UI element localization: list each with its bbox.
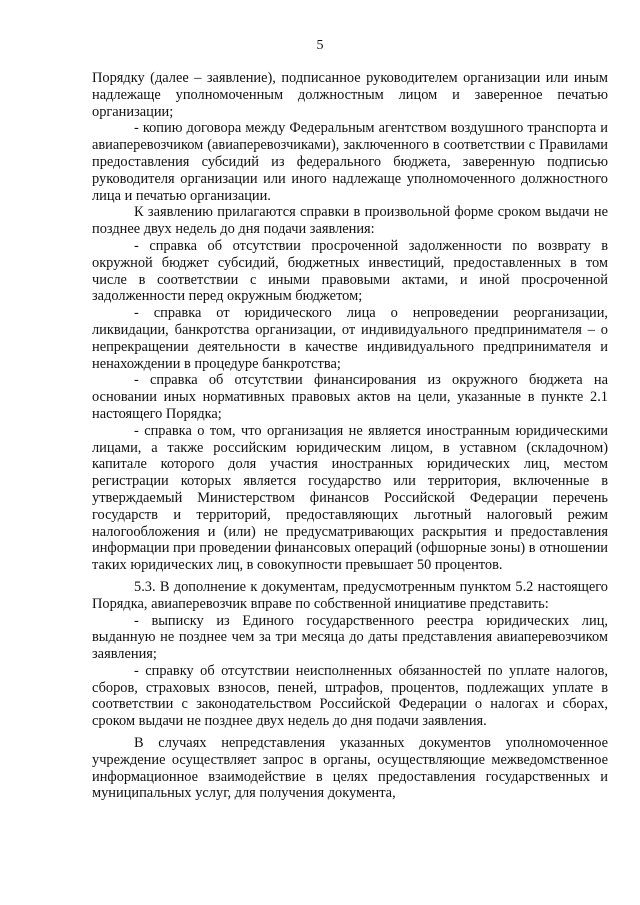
paragraph: - справку об отсутствии неисполненных обязанностей по уплате налогов, сборов, страховых взносов, пеней, штрафов, процентов, подлежащих уплате в соответствии с законодательством Российской Федерации о налогах и сборах, сроком выдачи не позднее двух недель до дня подачи заявления. <box>92 662 608 730</box>
paragraph: Порядку (далее – заявление), подписанное руководителем организации или иным надлежаще уполномоченным должностным лицом и заверенное печатью организации; <box>92 70 608 120</box>
paragraph: - справка об отсутствии просроченной задолженности по возврату в окружной бюджет субсидий, бюджетных инвестиций, предоставленных в том числе в соответствии с иными правовыми актами, и иной просроченной задолженности перед окружным бюджетом; <box>92 237 608 305</box>
paragraph: - выписку из Единого государственного реестра юридических лиц, выданную не позднее чем за три месяца до даты представления авиаперевозчиком заявления; <box>92 612 608 663</box>
paragraph: 5.3. В дополнение к документам, предусмотренным пунктом 5.2 настоящего Порядка, авиаперевозчик вправе по собственной инициативе представить: <box>92 578 608 612</box>
paragraph: В случаях непредставления указанных документов уполномоченное учреждение осуществляет запрос в органы, осуществляющие межведомственное информационное взаимодействие в целях предоставления государственных и муниципальных услуг, для получения документа, <box>92 735 608 802</box>
page-number: 5 <box>316 38 324 53</box>
paragraph: - справка об отсутствии финансирования из окружного бюджета на основании иных нормативных правовых актов на цели, указанные в пункте 2.1 настоящего Порядка; <box>92 372 608 422</box>
document-body <box>92 70 608 802</box>
paragraph: - справка о том, что организация не является иностранным юридическими лицами, а также российским юридическим лицом, в уставном (складочном) капитале которого доля участия иностранных юридических лиц, местом регистрации которых является государство или территория, включенные в утверждаемый Министерством финансов Российской Федерации перечень государств и территорий, предоставляющих льготный налоговый режим налогообложения и (или) не предусматривающих раскрытия и предоставления информации при проведении финансовых операций (офшорные зоны) в отношении таких юридических лиц, в совокупности превышает 50 процентов. <box>92 422 608 574</box>
paragraph: - копию договора между Федеральным агентством воздушного транспорта и авиаперевозчиком (авиаперевозчиками), заключенного в соответствии с Правилами предоставления субсидий из федерального бюджета, заверенную подписью руководителя организации или иного надлежаще уполномоченного должностного лица и печатью организации. <box>92 120 608 204</box>
paragraph: К заявлению прилагаются справки в произвольной форме сроком выдачи не позднее двух недель до дня подачи заявления: <box>92 204 608 238</box>
paragraph: - справка от юридического лица о непроведении реорганизации, ликвидации, банкротства организации, от индивидуального предпринимателя – о непрекращении деятельности в качестве индивидуального предпринимателя и ненахождении в процедуре банкротства; <box>92 305 608 372</box>
